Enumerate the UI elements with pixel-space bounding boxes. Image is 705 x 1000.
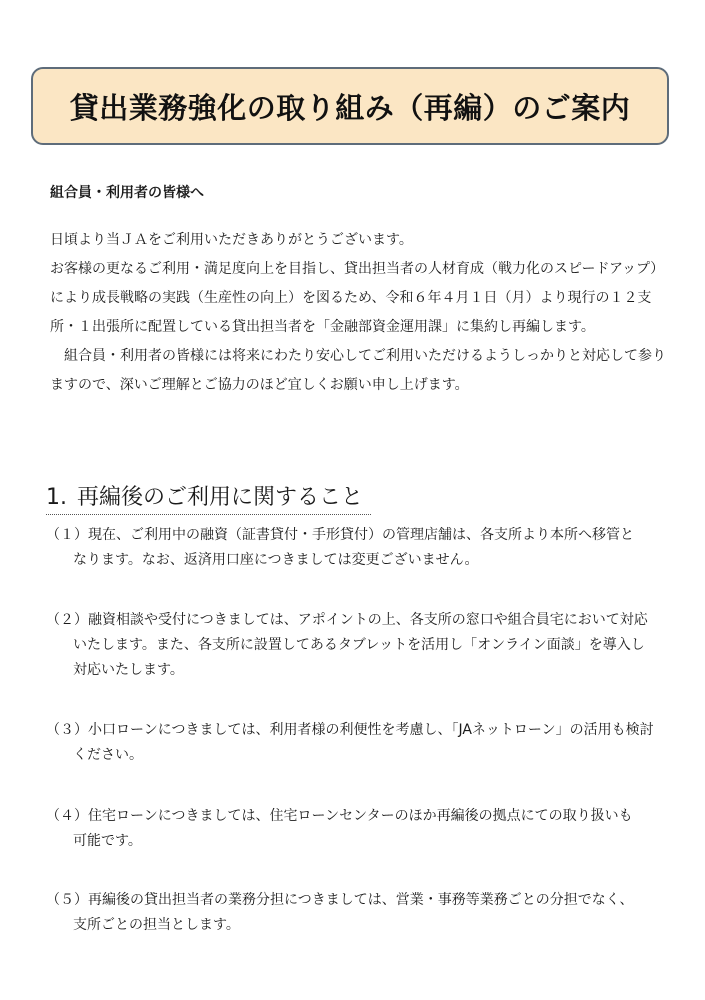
intro-paragraph-3: 組合員・利用者の皆様には将来にわたり安心してご利用いただけるようしっかりと対応して参りますので、深いご理解とご協力のほど宜しくお願い申し上げます。 [50,348,666,393]
item-line: （５）再編後の貸出担当者の業務分担につきましては、営業・事務等業務ごとの分担でなく、 [46,892,634,908]
section-heading [46,480,371,515]
item-line: ください。 [73,747,143,763]
page-title: 貸出業務強化の取り組み（再編）のご案内 [69,90,631,125]
item-line: （２）融資相談や受付につきましては、アポイントの上、各支所の窓口や組合員宅において対応 [46,612,648,628]
intro-paragraph-2: お客様の更なるご利用・満足度向上を目指し、貸出担当者の人材育成（戦力化のスピードアップ）により成長戦略の実践（生産性の向上）を図るため、令和６年４月１日（月）より現行の１２支所・１出張所に配置している貸出担当者を「金融部資金運用課」に集約し再編します。 [50,261,665,335]
list-item [46,523,656,573]
section-title: 再編後のご利用に関すること [77,485,364,510]
item-line: いたします。また、各支所に設置してあるタブレットを活用し「オンライン面談」を導入し [73,637,645,653]
salutation: 組合員・利用者の皆様へ [50,185,204,201]
section-number: 1. [46,485,67,510]
item-line: なります。なお、返済用口座につきましては変更ございません。 [73,552,479,568]
list-item [46,804,656,854]
item-line: （４）住宅ローンにつきましては、住宅ローンセンターのほか再編後の拠点にての取り扱いも [46,808,633,824]
list-item [46,888,656,938]
item-line: 対応いたします。 [73,662,184,678]
item-line: （１）現在、ご利用中の融資（証書貸付・手形貸付）の管理店舗は、各支所より本所へ移管と [46,527,634,543]
item-line: 支所ごとの担当とします。 [73,917,240,933]
list-item [46,608,656,683]
item-line: 可能です。 [73,833,142,849]
title-banner [31,67,669,145]
intro-text [50,226,670,400]
intro-paragraph-1: 日頃より当ＪＡをご利用いただきありがとうございます。 [50,232,413,248]
list-item [46,718,656,768]
item-line: （３）小口ローンにつきましては、利用者様の利便性を考慮し、「JAネットローン」の活用も検討 [46,722,654,738]
